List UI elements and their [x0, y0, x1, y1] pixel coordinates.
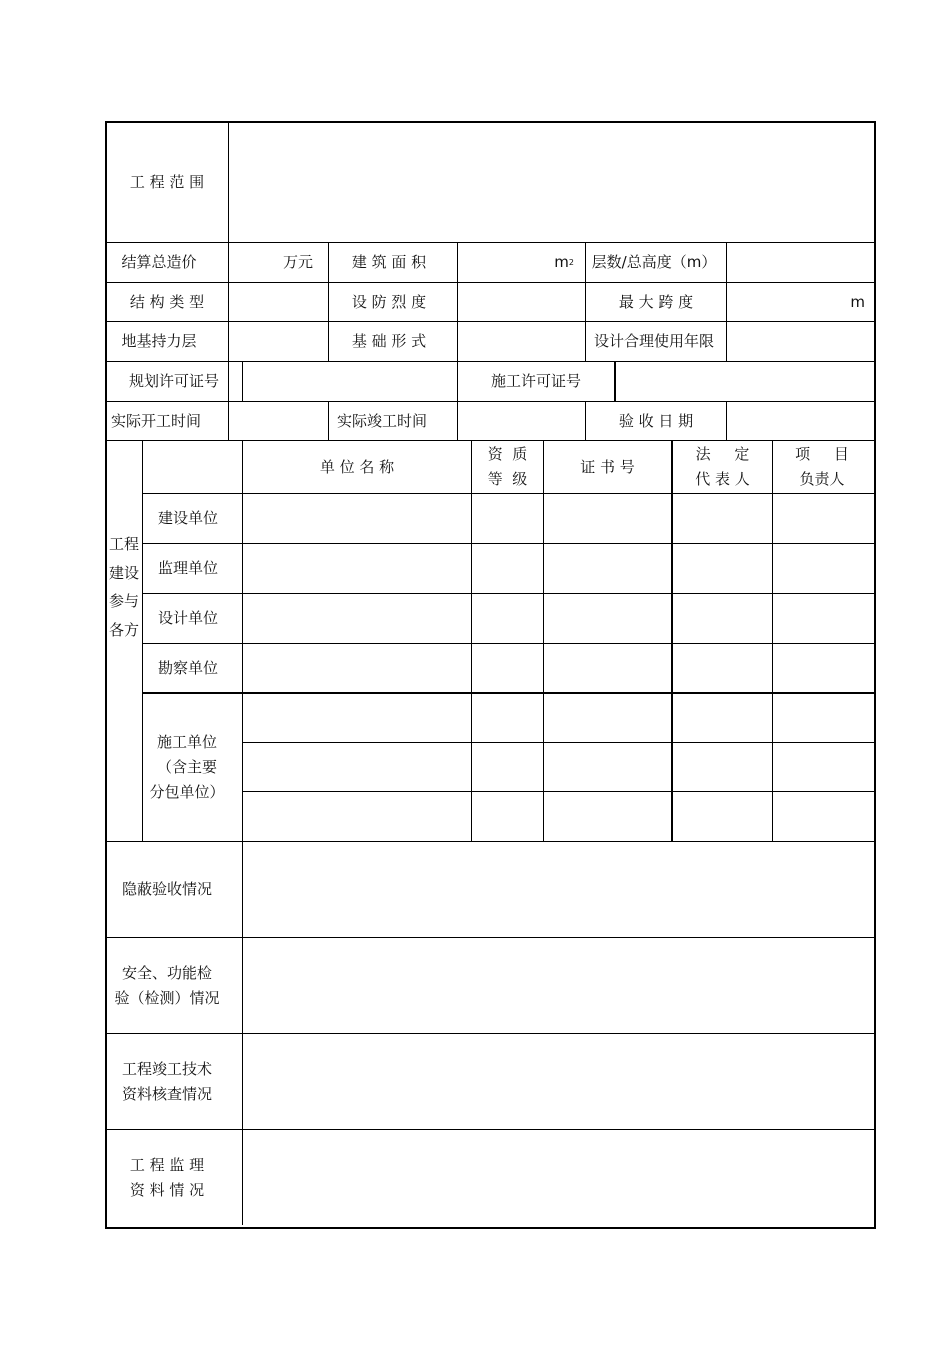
supervision-data-label: 工 程 监 理 资 料 情 况 [129, 1155, 205, 1199]
column-divider [543, 440, 544, 841]
acceptance-date-field[interactable] [727, 402, 871, 440]
acceptance-date-label: 验 收 日 期 [618, 411, 694, 430]
max-span-field[interactable] [727, 283, 865, 321]
bearing-stratum-label: 地基持力层 [121, 332, 197, 350]
row-divider [142, 643, 874, 644]
row-divider [142, 493, 874, 494]
column-divider [471, 440, 472, 841]
technical-data-check-label: 工程竣工技术 资料核查情况 [121, 1059, 212, 1103]
concealed-acceptance-field[interactable] [243, 842, 871, 937]
row-divider [142, 543, 874, 544]
bearing-stratum-field[interactable] [229, 322, 328, 361]
column-divider [671, 440, 673, 841]
building-area-unit: m [554, 253, 569, 271]
floors-height-label: 层数/总高度（m） [591, 253, 717, 271]
max-span-label: 最 大 跨 度 [618, 292, 694, 311]
floors-height-field[interactable] [727, 243, 871, 282]
design-life-field[interactable] [727, 322, 871, 361]
unit-surveyor-label: 勘察单位 [157, 658, 218, 677]
unit-designer-label: 设计单位 [157, 609, 218, 627]
design-life-label: 设计合理使用年限 [593, 332, 714, 350]
structure-type-field[interactable] [229, 283, 328, 321]
row-divider [142, 692, 874, 694]
foundation-form-field[interactable] [458, 322, 585, 361]
row-divider [242, 742, 874, 743]
total-cost-unit: 万元 [282, 253, 313, 271]
participants-side-label: 工程建设参与各方 [108, 535, 139, 639]
header-project-manager: 项 目 负责人 [795, 445, 849, 488]
safety-function-test-field[interactable] [243, 938, 871, 1033]
header-qualification: 资 质 等 级 [487, 445, 528, 488]
technical-data-check-field[interactable] [243, 1034, 871, 1129]
construction-permit-label: 施工许可证号 [490, 372, 581, 390]
structure-type-label: 结 构 类 型 [129, 292, 205, 311]
building-area-label: 建 筑 面 积 [351, 253, 427, 271]
foundation-form-label: 基 础 形 式 [351, 332, 427, 350]
seismic-intensity-field[interactable] [458, 283, 585, 321]
actual-finish-field[interactable] [458, 402, 585, 440]
row-divider [242, 791, 874, 792]
header-unit-name: 单 位 名 称 [319, 457, 395, 476]
actual-finish-label: 实际竣工时间 [336, 411, 427, 430]
seismic-intensity-label: 设 防 烈 度 [351, 292, 427, 311]
unit-supervisor-label: 监理单位 [157, 559, 218, 577]
scope-field[interactable] [229, 122, 871, 242]
row-divider [142, 593, 874, 594]
construction-permit-field[interactable] [616, 362, 871, 401]
actual-start-field[interactable] [229, 402, 328, 440]
building-area-field[interactable]: m 2 [554, 253, 574, 271]
unit-owner-label: 建设单位 [157, 509, 218, 527]
total-cost-field[interactable] [229, 243, 313, 282]
column-divider [772, 440, 773, 841]
header-legal-rep: 法 定 代 表 人 [695, 445, 750, 488]
max-span-unit: m [850, 292, 865, 311]
actual-start-label: 实际开工时间 [110, 411, 201, 430]
safety-function-test-label: 安全、功能检 验（检测）情况 [114, 963, 220, 1007]
unit-contractor-label: 施工单位 （含主要 分包单位） [149, 733, 225, 801]
planning-permit-field[interactable] [243, 362, 457, 401]
concealed-acceptance-label: 隐蔽验收情况 [121, 880, 212, 898]
supervision-data-field[interactable] [243, 1130, 871, 1225]
scope-label: 工 程 范 围 [129, 172, 205, 191]
header-certificate: 证 书 号 [580, 457, 635, 476]
planning-permit-label: 规划许可证号 [128, 372, 219, 390]
total-cost-label: 结算总造价 [121, 253, 197, 271]
